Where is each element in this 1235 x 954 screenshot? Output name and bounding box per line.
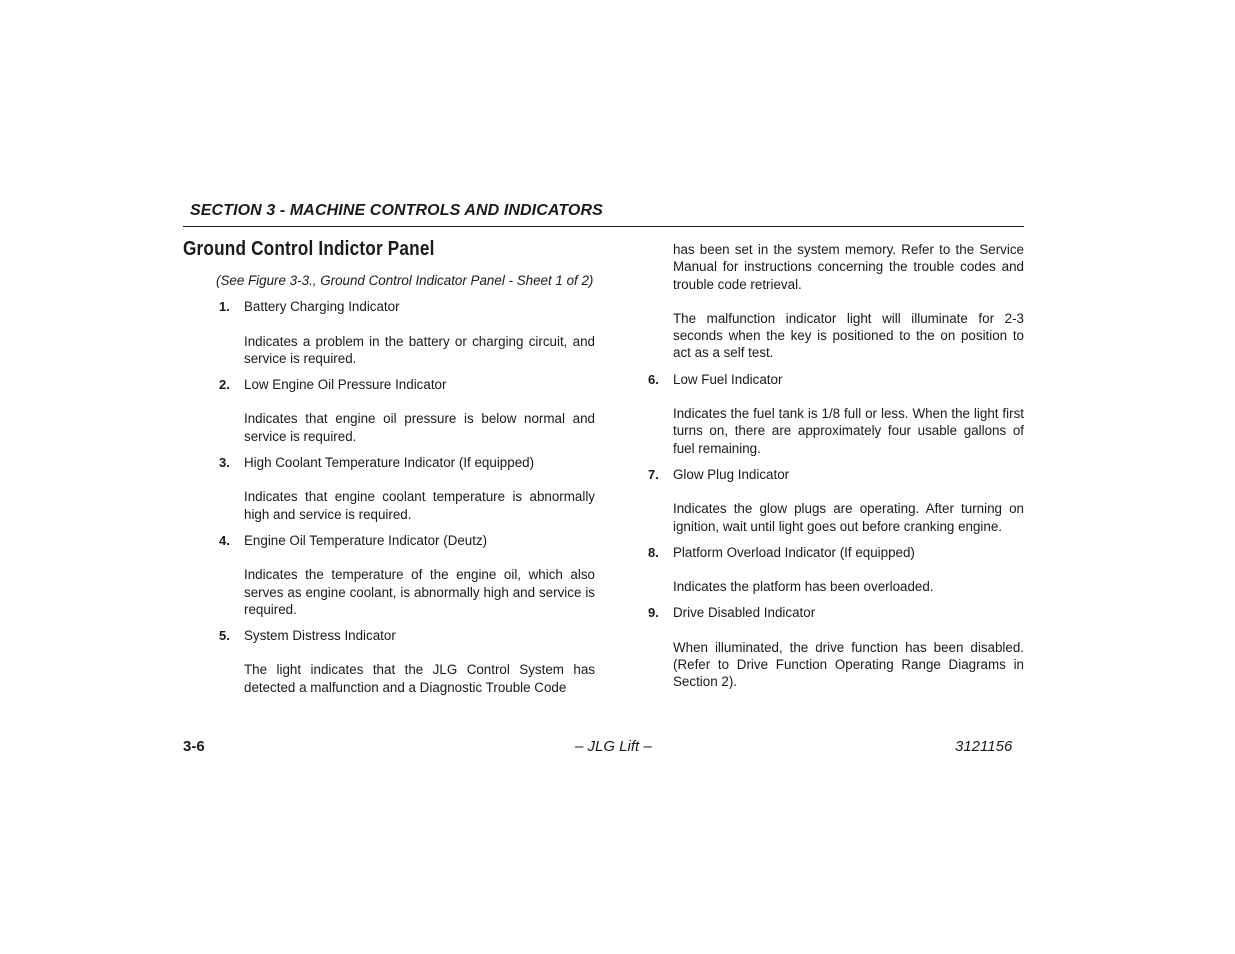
item-description: Indicates that engine oil pressure is below normal and service is required. <box>244 411 595 444</box>
item-label: Drive Disabled Indicator <box>673 605 816 621</box>
right-column <box>645 241 1024 691</box>
item-description: Indicates a problem in the battery or charging circuit, and service is required. <box>244 333 595 366</box>
footer-center-text: – JLG Lift – <box>575 738 652 755</box>
item-label: Battery Charging Indicator <box>244 299 400 315</box>
indicator-item <box>216 454 595 523</box>
indicator-item <box>216 298 595 367</box>
left-column <box>216 272 595 696</box>
item-description: When illuminated, the drive function has been disabled. (Refer to Drive Function Operating Range Diagrams in Section 2). <box>673 639 1024 690</box>
item-label: System Distress Indicator <box>244 628 396 644</box>
item-description: Indicates the glow plugs are operating. After turning on ignition, wait until light goes out before cranking engine. <box>673 501 1024 534</box>
indicator-item <box>645 544 1024 596</box>
item-number: 5. <box>219 628 230 644</box>
indicator-item <box>645 604 1024 690</box>
item-label: High Coolant Temperature Indicator (If equipped) <box>244 455 535 471</box>
header-rule <box>183 226 1024 227</box>
document-number: 3121156 <box>955 738 1013 755</box>
item-number: 7. <box>648 466 659 482</box>
item-number: 6. <box>648 371 659 387</box>
item-label: Platform Overload Indicator (If equipped) <box>673 544 915 560</box>
item-description: Indicates that engine coolant temperature is abnormally high and service is required. <box>244 489 595 522</box>
continuation-paragraph-2: The malfunction indicator light will illuminate for 2-3 seconds when the key is positioned to the on position to act as a self test. <box>673 310 1024 361</box>
item-description: Indicates the temperature of the engine oil, which also serves as engine coolant, is abnormally high and service is required. <box>244 567 595 617</box>
item-label: Low Fuel Indicator <box>673 371 783 387</box>
item-number: 2. <box>219 377 230 393</box>
item-description: Indicates the platform has been overloaded. <box>673 579 934 595</box>
item-label: Glow Plug Indicator <box>673 466 790 482</box>
item-number: 3. <box>219 455 230 471</box>
item-number: 4. <box>219 532 230 548</box>
section-header: SECTION 3 - MACHINE CONTROLS AND INDICATORS <box>190 202 603 219</box>
indicator-item <box>216 532 595 618</box>
item-description: The light indicates that the JLG Control System has detected a malfunction and a Diagnostic Trouble Code <box>244 662 595 695</box>
page-number: 3-6 <box>183 738 205 755</box>
item-5-continuation <box>645 241 1024 362</box>
indicator-item <box>216 627 595 696</box>
item-number: 8. <box>648 544 659 560</box>
indicator-item <box>645 466 1024 535</box>
item-description: Indicates the fuel tank is 1/8 full or less. When the light first turns on, there are approximately four usable gallons of fuel remaining. <box>673 406 1024 456</box>
continuation-paragraph-1: has been set in the system memory. Refer to the Service Manual for instructions concerning the trouble codes and trouble code retrieval. <box>673 242 1024 292</box>
figure-reference: (See Figure 3-3., Ground Control Indicator Panel - Sheet 1 of 2) <box>216 273 594 288</box>
indicator-item <box>645 371 1024 457</box>
item-number: 1. <box>219 299 230 315</box>
item-number: 9. <box>648 605 659 621</box>
page-title: Ground Control Indictor Panel <box>183 238 435 260</box>
indicator-item <box>216 376 595 445</box>
item-label: Low Engine Oil Pressure Indicator <box>244 377 447 393</box>
item-label: Engine Oil Temperature Indicator (Deutz) <box>244 532 488 548</box>
